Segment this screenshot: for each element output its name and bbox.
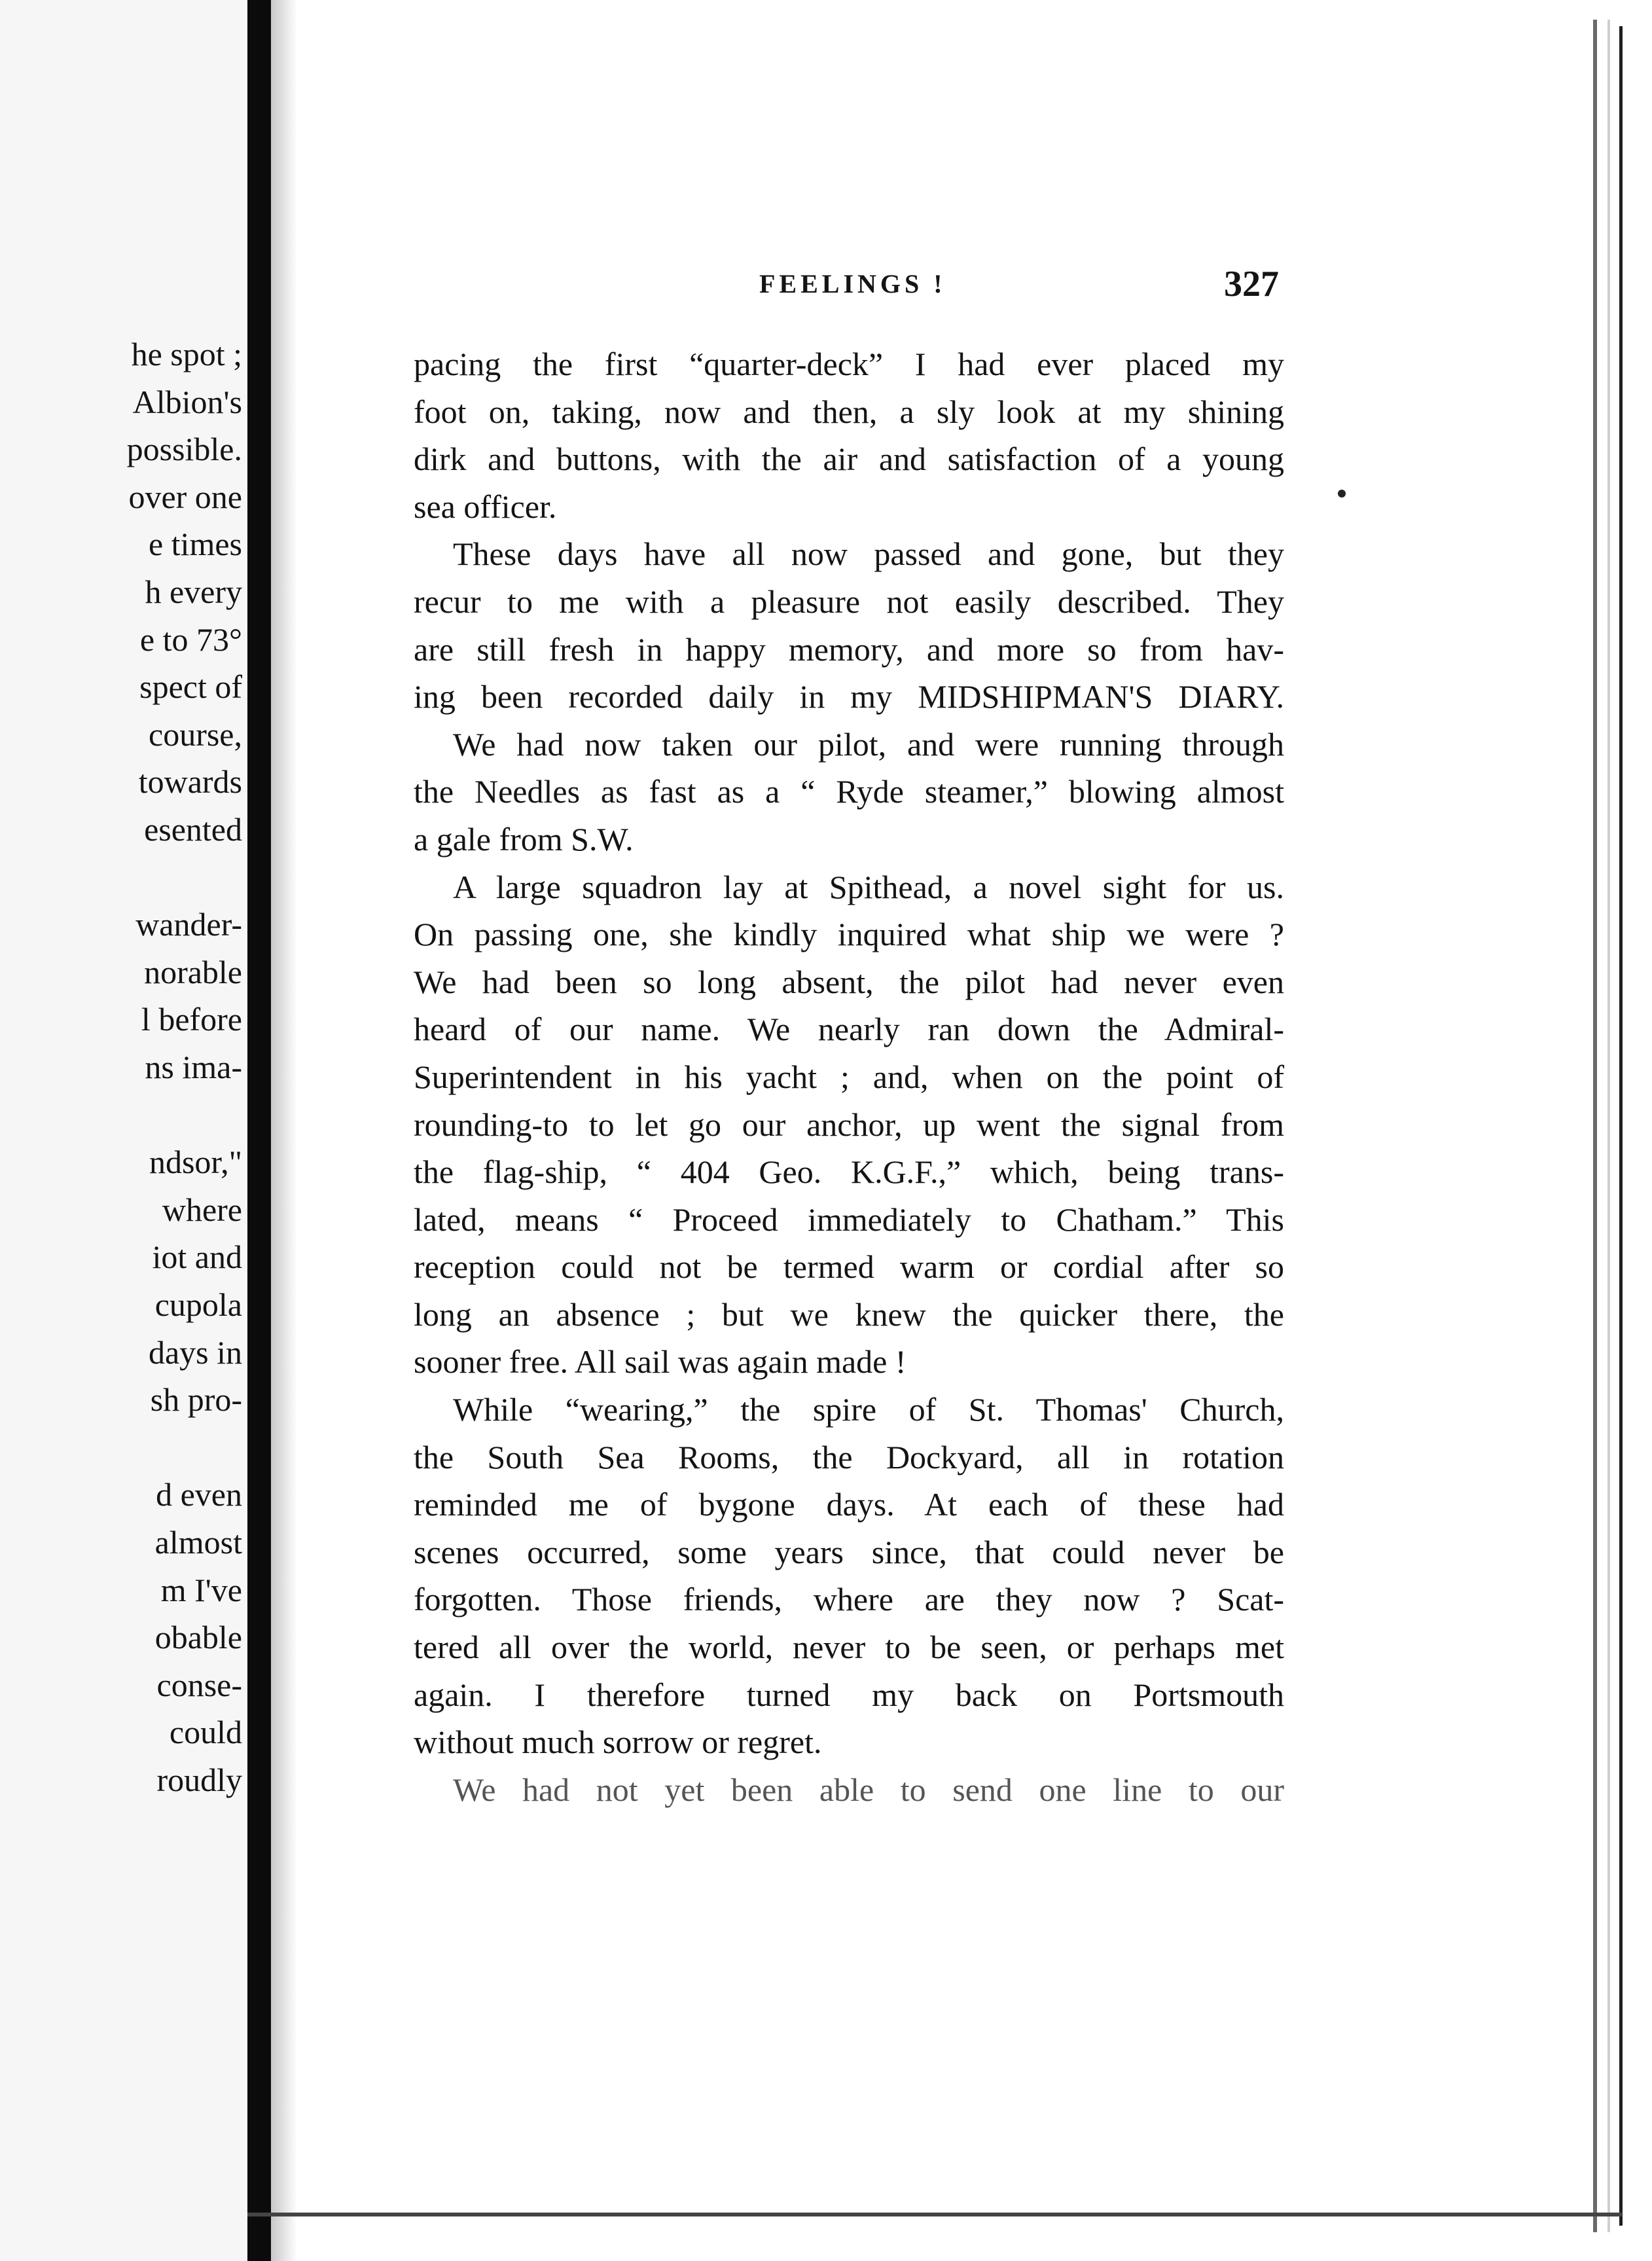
text-line: forgotten. Those friends, where are they now ? Scat-: [414, 1581, 1284, 1618]
text-line: the flag-ship, “ 404 Geo. K.G.F.,” which, being trans-: [414, 1153, 1284, 1191]
text-line: a gale from S.W.: [414, 820, 634, 858]
book-binding: [247, 0, 271, 2261]
left-page-line: cupola: [154, 1286, 242, 1323]
text-line: We had been so long absent, the pilot had never even: [414, 963, 1284, 1000]
text-line: heard of our name. We nearly ran down the Admiral-: [414, 1011, 1284, 1048]
left-page-line: esented: [144, 811, 242, 848]
text-line: dirk and buttons, with the air and satisfaction of a young: [414, 441, 1284, 478]
text-line: recur to me with a pleasure not easily described. They: [414, 583, 1284, 620]
left-page-line: l before: [141, 1001, 242, 1038]
left-page-line: m I've: [160, 1571, 242, 1608]
text-line: On passing one, she kindly inquired what ship we were ?: [414, 916, 1284, 953]
text-line: We had now taken our pilot, and were running through: [453, 725, 1284, 763]
left-page-line: h every: [145, 573, 242, 610]
left-page-line: towards: [138, 763, 242, 801]
text-line: sooner free. All sail was again made !: [414, 1343, 907, 1381]
text-line: We had not yet been able to send one line to our: [453, 1771, 1284, 1808]
left-page-line: conse-: [156, 1666, 242, 1703]
left-page-line: iot and: [152, 1239, 242, 1276]
page-edge: [1607, 20, 1610, 2232]
text-line: again. I therefore turned my back on Portsmouth: [414, 1676, 1284, 1713]
page-edge: [1619, 26, 1623, 2226]
left-page-line: roudly: [156, 1762, 242, 1798]
page-body: [414, 340, 1284, 1813]
text-line: These days have all now passed and gone, but they: [453, 535, 1284, 573]
text-line: scenes occurred, some years since, that could never be: [414, 1533, 1284, 1570]
left-page-line: norable: [144, 953, 242, 990]
left-page-line: e times: [148, 526, 242, 563]
left-facing-page: [0, 0, 247, 2261]
left-page-line: days in: [148, 1333, 242, 1371]
text-line: While “wearing,” the spire of St. Thomas' Church,: [453, 1391, 1284, 1428]
left-page-line: where: [162, 1191, 242, 1228]
text-line: are still fresh in happy memory, and more so from hav-: [414, 630, 1284, 668]
left-page-line: possible.: [126, 431, 242, 468]
left-page-line: course,: [149, 715, 242, 753]
text-line: reception could not be termed warm or cordial after so: [414, 1248, 1284, 1286]
text-line: sea officer.: [414, 488, 557, 525]
left-page-line: he spot ;: [131, 336, 242, 372]
left-page-line: sh pro-: [150, 1381, 242, 1419]
page-edge: [1593, 20, 1597, 2232]
left-page-line: ndsor,": [149, 1144, 242, 1181]
text-line: pacing the first “quarter-deck” I had ever placed my: [414, 346, 1284, 382]
text-line: long an absence ; but we knew the quicker there, the: [414, 1295, 1284, 1333]
left-page-line: obable: [154, 1619, 242, 1656]
left-page-line: Albion's: [132, 383, 242, 420]
left-page-line: e to 73°: [139, 621, 242, 658]
left-page-line: over one: [128, 478, 242, 515]
left-page-line: ns ima-: [145, 1049, 242, 1085]
text-line: tered all over the world, never to be seen, or perhaps met: [414, 1629, 1284, 1666]
text-line: Superintendent in his yacht ; and, when on the point of: [414, 1058, 1284, 1095]
binding-shadow: [271, 0, 297, 2261]
text-line: A large squadron lay at Spithead, a novel sight for us.: [453, 868, 1284, 905]
text-line: without much sorrow or regret.: [414, 1724, 822, 1761]
page-number: 327: [1224, 264, 1279, 304]
left-page-line: almost: [154, 1524, 242, 1561]
ink-speck: [1338, 490, 1346, 497]
text-line: foot on, taking, now and then, a sly look at my shining: [414, 393, 1284, 430]
page-bottom-edge: [247, 2213, 1622, 2216]
text-line: rounding-to to let go our anchor, up went the signal from: [414, 1106, 1284, 1143]
text-line: reminded me of bygone days. At each of these had: [414, 1486, 1284, 1523]
text-line: lated, means “ Proceed immediately to Chatham.” This: [414, 1201, 1284, 1238]
left-page-line: wander-: [135, 906, 242, 943]
text-line: the South Sea Rooms, the Dockyard, all in rotation: [414, 1438, 1284, 1475]
left-page-line: spect of: [139, 668, 242, 706]
left-page-line: d even: [156, 1476, 242, 1513]
running-head: FEELINGS !: [759, 269, 946, 298]
left-page-line: could: [169, 1714, 242, 1751]
text-line: ing been recorded daily in my MIDSHIPMAN'S DIARY.: [414, 678, 1284, 715]
text-line: the Needles as fast as a “ Ryde steamer,” blowing almost: [414, 773, 1284, 810]
